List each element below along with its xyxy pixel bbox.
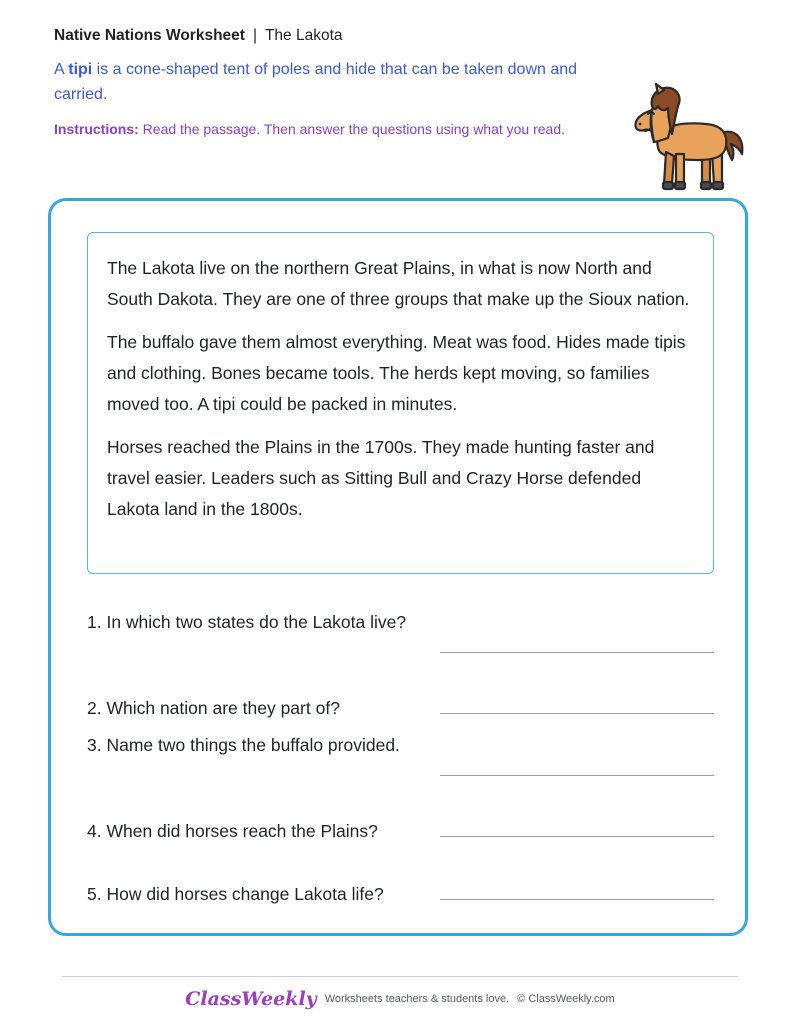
worksheet-subtitle: The Lakota	[264, 27, 343, 44]
definition-term: tipi	[68, 61, 93, 78]
brand-logo: ClassWeekly	[185, 988, 317, 1010]
footer-tagline: Worksheets teachers & students love.	[324, 993, 510, 1005]
answer-line-3[interactable]	[440, 775, 714, 776]
question-3: 3. Name two things the buffalo provided.	[87, 735, 400, 755]
vocabulary-definition	[54, 57, 594, 107]
answer-line-2[interactable]	[440, 713, 714, 714]
reading-passage	[87, 232, 714, 574]
question-4: 4. When did horses reach the Plains?	[87, 821, 378, 841]
definition-prefix: A	[54, 61, 69, 78]
footer-divider	[62, 976, 738, 977]
instructions-text: Read the passage. Then answer the questions using what you read.	[138, 121, 566, 137]
answer-line-4[interactable]	[440, 836, 714, 837]
answer-line-1[interactable]	[440, 652, 714, 653]
passage-paragraph: The Lakota live on the northern Great Plains, in what is now North and South Dakota. They are one of three groups that make up the Sioux nation.	[107, 258, 690, 309]
instructions	[54, 118, 584, 140]
worksheet-title: Native Nations Worksheet	[54, 27, 245, 44]
worksheet-header	[54, 26, 343, 46]
question-2: 2. Which nation are they part of?	[87, 698, 340, 718]
horse-icon	[628, 80, 748, 194]
passage-paragraph: The buffalo gave them almost everything. Meat was food. Hides made tipis and clothing. Bones became tools. The herds kept moving, so families moved too. A tipi could be packed in minutes.	[107, 332, 686, 414]
answer-line-5[interactable]	[440, 899, 714, 900]
footer-copyright: © ClassWeekly.com	[517, 993, 615, 1005]
footer	[0, 988, 800, 1010]
question-5: 5. How did horses change Lakota life?	[87, 884, 384, 904]
header-separator: |	[252, 27, 257, 44]
passage-paragraph: Horses reached the Plains in the 1700s. They made hunting faster and travel easier. Leaders such as Sitting Bull and Crazy Horse defended Lakota land in the 1800s.	[107, 437, 655, 519]
question-1: 1. In which two states do the Lakota live?	[87, 612, 407, 632]
definition-text: is a cone-shaped tent of poles and hide that can be taken down and carried.	[54, 61, 578, 103]
instructions-label: Instructions:	[54, 121, 139, 137]
